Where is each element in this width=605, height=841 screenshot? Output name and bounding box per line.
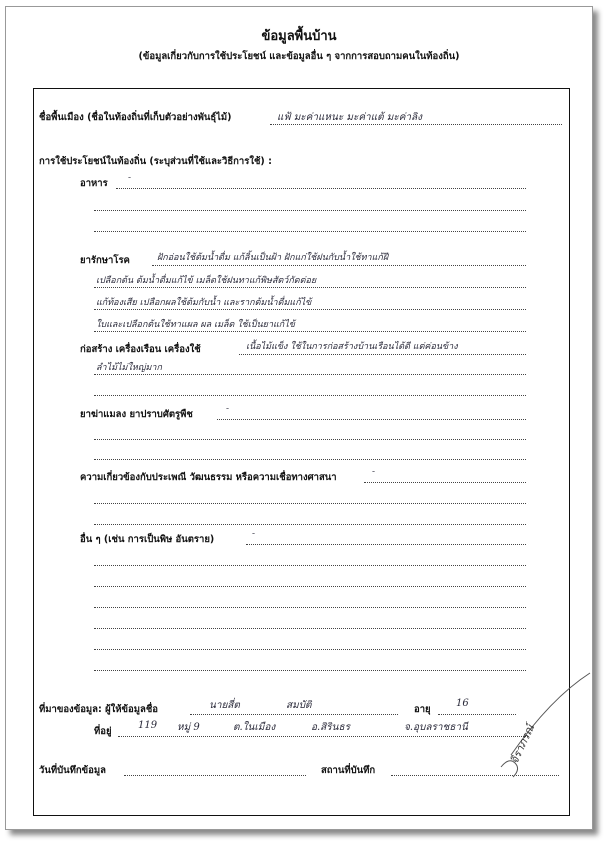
local-name-value: แฟ้ มะค่าแหนะ มะค่าแต้ มะค่าลิง xyxy=(277,112,423,123)
address-district: อ.สิรินธร xyxy=(311,722,350,733)
signature: จิราภรณ์ xyxy=(507,722,538,766)
local-name-label: ชื่อพื้นเมือง (ชื่อในท้องถิ่นที่เก็บตัวอย่างพันธุ์ไม้) xyxy=(39,112,232,123)
medicine-line-2: เปลือกต้น ต้มน้ำดื่มแก้ไข้ เมล็ดใช้ฝนทาแก้พิษสัตว์กัดต่อย xyxy=(96,276,317,286)
uses-heading: การใช้ประโยชน์ในท้องถิ่น (ระบุส่วนที่ใช้และวิธีการใช้) : xyxy=(39,156,272,167)
pesticide-label: ยาฆ่าแมลง ยาปราบศัตรูพืช xyxy=(80,409,193,420)
other-label: อื่น ๆ (เช่น การเป็นพิษ อันตราย) xyxy=(80,534,215,545)
informant-first-name: นายสี่ต xyxy=(209,700,240,711)
informant-age: 16 xyxy=(456,698,469,709)
pesticide-value: - xyxy=(226,404,230,414)
food-label: อาหาร xyxy=(80,178,108,189)
medicine-label: ยารักษาโรค xyxy=(80,255,130,266)
culture-value: - xyxy=(372,467,376,477)
address-moo: หมู่ 9 xyxy=(177,722,200,733)
informant-last-name: สมบัติ xyxy=(286,700,312,711)
record-date-label: วันที่บันทึกข้อมูล xyxy=(39,765,106,776)
record-place-label: สถานที่บันทึก xyxy=(321,765,376,776)
medicine-line-3: แก้ท้องเสีย เปลือกผลใช้ต้มกับน้ำ และรากต้มน้ำดื่มแก้ไข้ xyxy=(96,298,312,308)
medicine-line-4: ใบและเปลือกต้นใช้ทาแผล ผล เมล็ด ใช้เป็นยาแก้ไข้ xyxy=(96,320,295,330)
culture-label: ความเกี่ยวข้องกับประเพณี วัฒนธรรม หรือความเชื่อทางศาสนา xyxy=(80,472,337,483)
age-label: อายุ xyxy=(414,704,431,715)
food-value: - xyxy=(128,173,132,183)
informant-label: ที่มาของข้อมูล: ผู้ให้ข้อมูลชื่อ xyxy=(39,704,158,715)
signature-stroke xyxy=(6,7,592,829)
other-value: - xyxy=(252,529,256,539)
medicine-line-1: ฝักอ่อนใช้ต้มน้ำดื่ม แก้ลิ้นเป็นฝ้า ฝักแก่ใช้ฝนกับน้ำใช้ทาแก้ฝี xyxy=(157,253,389,263)
construction-label: ก่อสร้าง เครื่องเรือน เครื่องใช้ xyxy=(80,344,201,355)
address-subdistrict: ต.ในเมือง xyxy=(233,722,276,733)
address-label: ที่อยู่ xyxy=(94,726,112,737)
address-house-no: 119 xyxy=(138,720,158,731)
address-province: จ.อุบลราชธานี xyxy=(404,722,468,733)
form-sheet xyxy=(5,6,593,830)
construction-line-2: ลำไม้ไม่ใหญ่มาก xyxy=(96,363,162,373)
construction-line-1: เนื้อไม้แข็ง ใช้ในการก่อสร้างบ้านเรือนได้ดี แต่ค่อนข้าง xyxy=(246,342,458,352)
form-title: ข้อมูลพื้นบ้าน xyxy=(261,29,337,44)
form-subtitle: (ข้อมูลเกี่ยวกับการใช้ประโยชน์ และข้อมูลอื่น ๆ จากการสอบถามคนในท้องถิ่น) xyxy=(138,51,460,62)
